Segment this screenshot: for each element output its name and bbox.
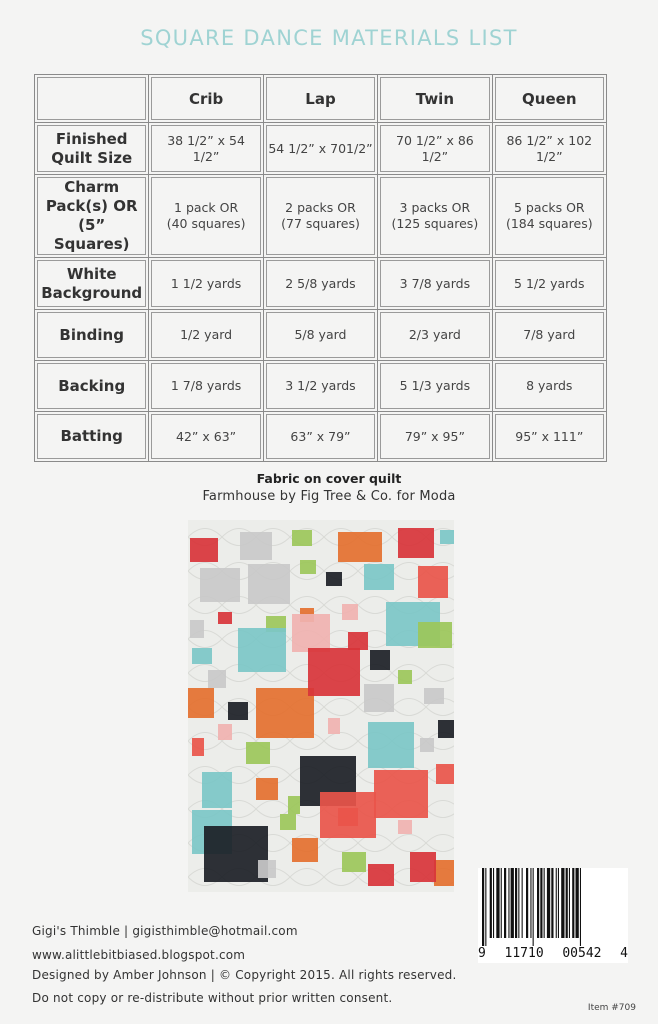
quilt-fabric-square bbox=[398, 820, 412, 834]
footer-notice: Do not copy or re-distribute without prior written consent. bbox=[32, 991, 393, 1005]
header-label: Crib bbox=[188, 89, 224, 108]
quilt-fabric-square bbox=[192, 648, 212, 664]
cell-value: 42” x 63” bbox=[176, 428, 237, 444]
cell-value: 3 7/8 yards bbox=[399, 275, 471, 291]
quilt-fabric-square bbox=[338, 808, 358, 826]
quilt-fabric-square bbox=[374, 770, 428, 818]
quilt-fabric-square bbox=[292, 838, 318, 862]
value-cell bbox=[492, 123, 606, 175]
cell-value: 1 pack OR (40 squares) bbox=[166, 200, 246, 231]
quilt-fabric-square bbox=[192, 738, 204, 756]
value-cell bbox=[378, 361, 492, 412]
quilt-fabric-square bbox=[300, 560, 316, 574]
quilt-fabric-square bbox=[256, 778, 278, 800]
header-cell-lap bbox=[263, 75, 377, 123]
header-cell-queen bbox=[492, 75, 606, 123]
quilt-fabric-square bbox=[420, 738, 434, 752]
quilt-fabric-square bbox=[288, 796, 300, 814]
quilt-fabric-square bbox=[256, 688, 314, 738]
quilt-fabric-square bbox=[370, 650, 390, 670]
barcode bbox=[478, 868, 628, 963]
quilt-illustration bbox=[188, 520, 454, 892]
barcode-bar bbox=[566, 868, 568, 938]
quilt-fabric-square bbox=[410, 852, 436, 882]
quilt-fabric-square bbox=[418, 622, 452, 648]
value-cell bbox=[263, 412, 377, 462]
quilt-fabric-square bbox=[364, 684, 394, 712]
quilt-fabric-square bbox=[218, 724, 232, 740]
cell-value: 79” x 95” bbox=[404, 428, 465, 444]
quilt-fabric-square bbox=[292, 614, 330, 652]
quilt-fabric-square bbox=[342, 852, 366, 872]
value-cell bbox=[149, 361, 263, 412]
row-label: Backing bbox=[58, 376, 126, 395]
barcode-digits bbox=[478, 946, 628, 961]
header-label: Queen bbox=[522, 89, 577, 108]
cell-value: 5 packs OR (184 squares) bbox=[505, 200, 593, 231]
header-label: Lap bbox=[305, 89, 336, 108]
value-cell bbox=[378, 412, 492, 462]
value-cell bbox=[263, 123, 377, 175]
quilt-fabric-square bbox=[418, 566, 448, 598]
barcode-bar bbox=[572, 868, 574, 938]
cell-value: 2 packs OR (77 squares) bbox=[281, 200, 360, 231]
barcode-bar bbox=[490, 868, 492, 938]
barcode-digit-group: 00542 bbox=[562, 946, 602, 961]
cell-value: 70 1/2” x 86 1/2” bbox=[396, 132, 474, 164]
value-cell bbox=[492, 258, 606, 310]
cover-fabric-line: Farmhouse by Fig Tree & Co. for Moda bbox=[202, 489, 456, 504]
row-label-cell bbox=[35, 412, 149, 462]
barcode-bar bbox=[493, 868, 494, 938]
cell-value: 3 1/2 yards bbox=[285, 378, 356, 393]
footer-contact: Gigi's Thimble | gigisthimble@hotmail.com bbox=[32, 924, 298, 938]
barcode-bar bbox=[544, 868, 545, 938]
quilt-fabric-square bbox=[398, 528, 434, 558]
quilt-fabric-square bbox=[368, 722, 414, 768]
item-number: Item #709 bbox=[587, 1003, 636, 1013]
quilt-fabric-square bbox=[238, 628, 286, 672]
header-cell-empty bbox=[35, 75, 149, 123]
quilt-fabric-square bbox=[188, 688, 214, 718]
cell-value: 2 5/8 yards bbox=[285, 275, 356, 291]
quilt-fabric-square bbox=[258, 860, 276, 878]
value-cell bbox=[378, 123, 492, 175]
row-label: Charm Pack(s) OR (5” Squares) bbox=[45, 178, 138, 253]
quilt-fabric-square bbox=[208, 670, 226, 688]
barcode-bar bbox=[576, 868, 579, 938]
materials-table bbox=[34, 74, 607, 462]
value-cell bbox=[378, 310, 492, 361]
value-cell bbox=[378, 175, 492, 258]
quilt-fabric-square bbox=[328, 718, 340, 734]
barcode-bar bbox=[496, 868, 499, 938]
quilt-fabric-square bbox=[228, 702, 248, 720]
quilt-fabric-square bbox=[202, 772, 232, 808]
table-row bbox=[35, 412, 607, 462]
quilt-fabric-square bbox=[190, 538, 218, 562]
cell-value: 8 yards bbox=[526, 378, 573, 393]
cell-value: 5 1/3 yards bbox=[399, 378, 471, 393]
cell-value: 38 1/2” x 54 1/2” bbox=[167, 132, 245, 164]
barcode-bar bbox=[530, 868, 531, 938]
barcode-digit-group: 9 bbox=[478, 946, 486, 961]
header-cell-crib bbox=[149, 75, 263, 123]
barcode-bar bbox=[561, 868, 564, 938]
barcode-bars bbox=[478, 868, 628, 946]
row-label-cell bbox=[35, 175, 149, 258]
table-row bbox=[35, 361, 607, 412]
barcode-bar bbox=[537, 868, 539, 938]
barcode-bar bbox=[547, 868, 550, 938]
row-label: Batting bbox=[60, 427, 123, 445]
row-label-cell bbox=[35, 258, 149, 310]
value-cell bbox=[149, 123, 263, 175]
barcode-bar bbox=[551, 868, 553, 938]
value-cell bbox=[378, 258, 492, 310]
quilt-fabric-square bbox=[218, 612, 232, 624]
row-label-cell bbox=[35, 123, 149, 175]
row-label: White Background bbox=[41, 264, 143, 302]
quilt-fabric-square bbox=[190, 620, 204, 638]
table-row bbox=[35, 310, 607, 361]
barcode-bar bbox=[485, 868, 486, 946]
table-row bbox=[35, 123, 607, 175]
table-row bbox=[35, 175, 607, 258]
quilt-fabric-square bbox=[424, 688, 444, 704]
barcode-bar bbox=[533, 868, 534, 946]
barcode-bar bbox=[501, 868, 502, 938]
page-title: SQUARE DANCE MATERIALS LIST bbox=[140, 26, 518, 50]
cell-value: 54 1/2” x 701/2” bbox=[268, 140, 373, 156]
table-header-row bbox=[35, 75, 607, 123]
barcode-bar bbox=[515, 868, 517, 938]
cell-value: 1 7/8 yards bbox=[170, 378, 242, 393]
cell-value: 5/8 yard bbox=[294, 327, 347, 342]
row-label: Binding bbox=[59, 325, 124, 344]
barcode-bar bbox=[558, 868, 559, 938]
barcode-bar bbox=[526, 868, 528, 938]
barcode-bar bbox=[540, 868, 542, 938]
quilt-fabric-square bbox=[398, 670, 412, 684]
quilt-fabric-square bbox=[438, 720, 454, 738]
quilt-fabric-square bbox=[436, 764, 454, 784]
barcode-bar bbox=[508, 868, 509, 938]
cell-value: 3 packs OR (125 squares) bbox=[391, 200, 479, 231]
cell-value: 63” x 79” bbox=[290, 428, 351, 444]
row-label-cell bbox=[35, 310, 149, 361]
quilt-fabric-square bbox=[326, 572, 342, 586]
row-label: Finished Quilt Size bbox=[51, 129, 133, 167]
header-cell-twin bbox=[378, 75, 492, 123]
barcode-bar bbox=[556, 868, 557, 938]
quilt-fabric-square bbox=[368, 864, 394, 886]
quilt-fabric-square bbox=[434, 860, 454, 886]
barcode-bar bbox=[518, 868, 519, 938]
row-label-cell bbox=[35, 361, 149, 412]
quilt-fabric-square bbox=[338, 532, 382, 562]
barcode-bar bbox=[569, 868, 570, 938]
value-cell bbox=[263, 361, 377, 412]
quilt-fabric-square bbox=[248, 564, 290, 604]
quilt-fabric-square bbox=[308, 648, 360, 696]
value-cell bbox=[492, 412, 606, 462]
quilt-fabric-square bbox=[240, 532, 272, 560]
footer-copyright: Designed by Amber Johnson | © Copyright 2015. All rights reserved. bbox=[32, 968, 457, 982]
cell-value: 5 1/2 yards bbox=[514, 275, 585, 291]
value-cell bbox=[492, 310, 606, 361]
barcode-bar bbox=[522, 868, 523, 938]
value-cell bbox=[492, 361, 606, 412]
cell-value: 95” x 111” bbox=[515, 428, 584, 444]
table-row bbox=[35, 258, 607, 310]
cell-value: 1/2 yard bbox=[180, 327, 233, 342]
value-cell bbox=[263, 175, 377, 258]
value-cell bbox=[149, 310, 263, 361]
cell-value: 2/3 yard bbox=[408, 327, 461, 342]
cell-value: 7/8 yard bbox=[523, 327, 576, 342]
footer-website: www.alittlebitbiased.blogspot.com bbox=[32, 948, 246, 962]
barcode-digit-group: 4 bbox=[620, 946, 628, 961]
barcode-bar bbox=[511, 868, 514, 938]
cell-value: 86 1/2” x 102 1/2” bbox=[506, 132, 593, 164]
quilt-fabric-square bbox=[292, 530, 312, 546]
cover-quilt-photo bbox=[188, 520, 454, 892]
barcode-bar bbox=[580, 868, 581, 946]
value-cell bbox=[149, 258, 263, 310]
value-cell bbox=[263, 310, 377, 361]
value-cell bbox=[492, 175, 606, 258]
value-cell bbox=[149, 175, 263, 258]
barcode-digit-group: 11710 bbox=[504, 946, 544, 961]
quilt-fabric-square bbox=[342, 604, 358, 620]
cover-fabric-heading: Fabric on cover quilt bbox=[256, 471, 402, 486]
quilt-fabric-square bbox=[348, 632, 368, 650]
quilt-fabric-square bbox=[280, 814, 296, 830]
quilt-fabric-square bbox=[440, 530, 454, 544]
header-label: Twin bbox=[415, 89, 454, 108]
cell-value: 1 1/2 yards bbox=[170, 275, 242, 291]
value-cell bbox=[149, 412, 263, 462]
quilt-fabric-square bbox=[364, 564, 394, 590]
barcode-bar bbox=[504, 868, 506, 938]
barcode-bar bbox=[482, 868, 484, 946]
quilt-fabric-square bbox=[200, 568, 240, 602]
quilt-fabric-square bbox=[246, 742, 270, 764]
value-cell bbox=[263, 258, 377, 310]
